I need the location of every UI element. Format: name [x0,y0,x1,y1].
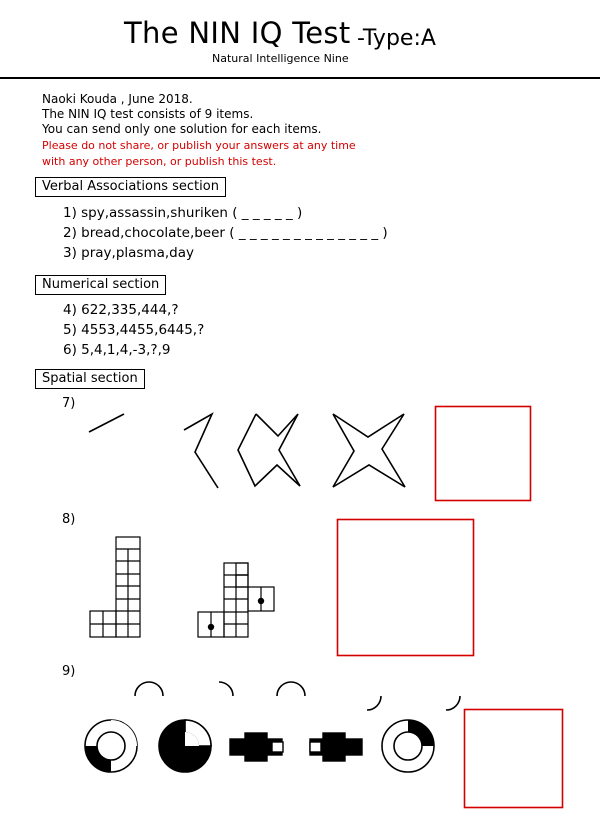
question-6: 6) 5,4,1,4,-3,?,9 [63,342,171,358]
q9-answer-box[interactable] [465,710,563,808]
question-5: 5) 4553,4455,6445,? [63,322,205,338]
solution-rule-line: You can send only one solution for each items. [42,122,322,136]
page-title: The NIN IQ Test [124,16,351,50]
test-type-label: -Type:A [357,26,436,51]
question-2: 2) bread,chocolate,beer ( _ _ _ _ _ _ _ _ _ _ _ _ _ ) [63,225,388,241]
warning-line-1: Please do not share, or publish your answers at any time [42,139,356,152]
numerical-section-title: Numerical section [35,275,166,295]
q9-block-figure-2 [310,733,362,761]
q9-circle-figure-3 [382,720,434,772]
q9-arc-1 [135,682,163,696]
q9-arc-3 [277,682,305,696]
q9-arc-4 [367,696,381,710]
question-7-number: 7) [62,396,76,411]
q9-arc-2 [219,682,233,696]
author-line: Naoki Kouda , June 2018. [42,92,193,106]
q9-circle-figure-2 [159,720,211,772]
question-4: 4) 622,335,444,? [63,302,179,318]
items-count-line: The NIN IQ test consists of 9 items. [42,107,254,121]
question-3: 3) pray,plasma,day [63,245,194,261]
question-8-number: 8) [62,512,76,527]
verbal-section-title: Verbal Associations section [35,177,226,197]
question-9-number: 9) [62,664,76,679]
question-1: 1) spy,assassin,shuriken ( _ _ _ _ _ ) [63,205,303,221]
q9-block-figure-1 [230,733,283,761]
warning-line-2: with any other person, or publish this test. [42,155,277,168]
q9-circle-figure-1 [85,720,137,772]
page-subtitle: Natural Intelligence Nine [212,52,349,65]
spatial-section-title: Spatial section [35,369,145,389]
q9-arc-5 [446,696,460,710]
